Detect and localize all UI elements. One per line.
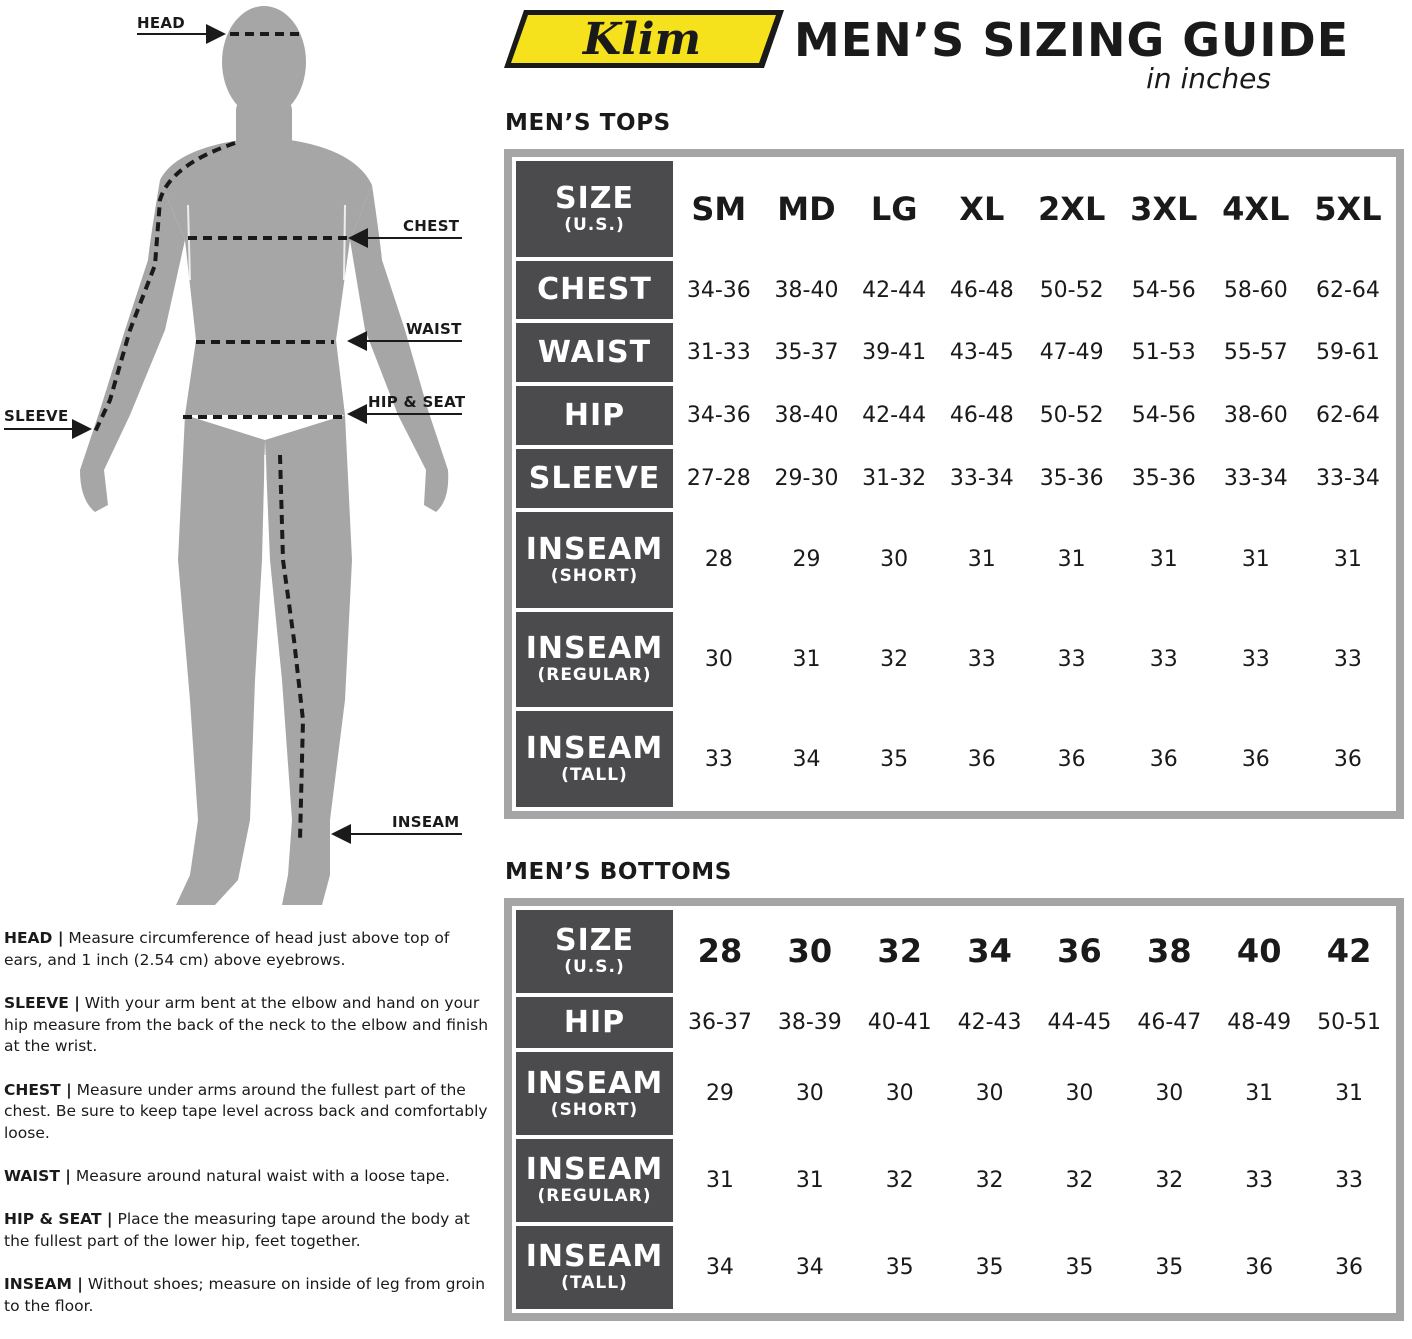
table-row xyxy=(516,612,1392,708)
page-title: MEN’S SIZING GUIDE xyxy=(794,13,1350,67)
table-cell: 30 xyxy=(677,612,761,708)
row-header-main: WAIST xyxy=(537,334,652,370)
row-header-sub: (TALL) xyxy=(561,1273,628,1294)
instruction-chest xyxy=(4,1080,490,1145)
table-cell: 36 xyxy=(940,711,1024,807)
size-header: 32 xyxy=(857,910,943,993)
size-header: 5XL xyxy=(1304,161,1392,257)
table-cell: 55-57 xyxy=(1212,323,1300,382)
row-header-main: INSEAM xyxy=(525,631,664,667)
row-header-sub: (TALL) xyxy=(561,765,628,786)
row-header-sub: (SHORT) xyxy=(550,565,639,586)
table-cell: 38-39 xyxy=(767,997,853,1048)
table-cell: 30 xyxy=(767,1052,853,1135)
table-cell: 33-34 xyxy=(1212,449,1300,508)
label-hip-seat: HIP & SEAT xyxy=(368,393,466,411)
instruction-head xyxy=(4,928,490,971)
table-cell: 33-34 xyxy=(940,449,1024,508)
table-cell: 31 xyxy=(1212,512,1300,608)
instruction-text: Without shoes; measure on inside of leg from groin to the floor. xyxy=(4,1275,486,1315)
table-cell: 35-37 xyxy=(765,323,849,382)
size-header: LG xyxy=(852,161,936,257)
table-cell: 39-41 xyxy=(852,323,936,382)
table-cell: 46-48 xyxy=(940,386,1024,445)
table-cell: 31 xyxy=(765,612,849,708)
label-sleeve: SLEEVE xyxy=(4,407,69,425)
table-cell: 48-49 xyxy=(1216,997,1302,1048)
label-inseam: INSEAM xyxy=(392,813,460,831)
size-header: 28 xyxy=(677,910,763,993)
table-cell: 33 xyxy=(1212,612,1300,708)
row-header xyxy=(516,1139,673,1222)
row-header-sub: (REGULAR) xyxy=(537,665,652,686)
table-cell: 35 xyxy=(857,1226,943,1309)
row-header-main: HIP xyxy=(563,1004,626,1040)
row-header xyxy=(516,449,673,508)
row-header xyxy=(516,1226,673,1309)
table-cell: 31-32 xyxy=(852,449,936,508)
row-header xyxy=(516,261,673,320)
row-header xyxy=(516,910,673,993)
table-cell: 28 xyxy=(677,512,761,608)
bottoms-table xyxy=(512,906,1396,1313)
instruction-term: INSEAM | xyxy=(4,1275,83,1294)
table-cell: 33-34 xyxy=(1304,449,1392,508)
body-silhouette xyxy=(0,0,490,920)
label-head: HEAD xyxy=(137,14,186,32)
row-header-main: INSEAM xyxy=(525,531,664,567)
size-header: SM xyxy=(677,161,761,257)
table-cell: 30 xyxy=(947,1052,1033,1135)
table-cell: 42-43 xyxy=(947,997,1033,1048)
measurement-figure xyxy=(0,0,490,920)
table-cell: 36 xyxy=(1028,711,1116,807)
row-header-main: INSEAM xyxy=(525,1152,664,1188)
size-header: 42 xyxy=(1306,910,1392,993)
row-header-main: INSEAM xyxy=(525,1239,664,1275)
table-cell: 29 xyxy=(765,512,849,608)
table-cell: 29 xyxy=(677,1052,763,1135)
row-header xyxy=(516,161,673,257)
instruction-term: HIP & SEAT | xyxy=(4,1210,113,1229)
table-row xyxy=(516,1139,1392,1222)
table-row xyxy=(516,512,1392,608)
row-header-main: INSEAM xyxy=(525,1065,664,1101)
row-header-sub: (SHORT) xyxy=(550,1099,639,1120)
logo-text: Klim xyxy=(582,14,702,65)
table-cell: 32 xyxy=(947,1139,1033,1222)
row-header xyxy=(516,512,673,608)
table-cell: 34-36 xyxy=(677,261,761,320)
table-cell: 58-60 xyxy=(1212,261,1300,320)
table-cell: 32 xyxy=(852,612,936,708)
table-cell: 44-45 xyxy=(1037,997,1123,1048)
table-cell: 27-28 xyxy=(677,449,761,508)
row-header xyxy=(516,711,673,807)
table-row xyxy=(516,449,1392,508)
tops-title: MEN’S TOPS xyxy=(505,110,671,136)
bottoms-title: MEN’S BOTTOMS xyxy=(505,859,732,885)
label-chest: CHEST xyxy=(403,217,460,235)
table-cell: 35 xyxy=(852,711,936,807)
table-cell: 33 xyxy=(1306,1139,1392,1222)
table-cell: 36-37 xyxy=(677,997,763,1048)
table-cell: 50-51 xyxy=(1306,997,1392,1048)
table-cell: 31 xyxy=(1120,512,1208,608)
row-header xyxy=(516,323,673,382)
table-cell: 47-49 xyxy=(1028,323,1116,382)
table-cell: 36 xyxy=(1304,711,1392,807)
table-cell: 31 xyxy=(1306,1052,1392,1135)
row-header-main: CHEST xyxy=(537,272,652,308)
row-header xyxy=(516,997,673,1048)
size-header: 34 xyxy=(947,910,1033,993)
table-cell: 36 xyxy=(1216,1226,1302,1309)
table-cell: 31-33 xyxy=(677,323,761,382)
row-header-sub: (REGULAR) xyxy=(537,1186,652,1207)
instruction-term: WAIST | xyxy=(4,1167,71,1186)
instruction-inseam xyxy=(4,1274,490,1317)
table-cell: 31 xyxy=(677,1139,763,1222)
table-row xyxy=(516,386,1392,445)
table-cell: 31 xyxy=(1304,512,1392,608)
measurement-instructions xyxy=(4,928,490,1339)
table-cell: 62-64 xyxy=(1304,386,1392,445)
table-cell: 31 xyxy=(940,512,1024,608)
size-header: 2XL xyxy=(1028,161,1116,257)
instruction-hip-seat xyxy=(4,1209,490,1252)
size-header: 40 xyxy=(1216,910,1302,993)
table-row xyxy=(516,261,1392,320)
table-cell: 42-44 xyxy=(852,261,936,320)
row-header xyxy=(516,612,673,708)
table-cell: 36 xyxy=(1212,711,1300,807)
instruction-waist xyxy=(4,1166,490,1188)
table-row xyxy=(516,711,1392,807)
size-header: 3XL xyxy=(1120,161,1208,257)
instruction-text: Measure circumference of head just above top of ears, and 1 inch (2.54 cm) above eyebrows. xyxy=(4,929,450,969)
table-cell: 46-48 xyxy=(940,261,1024,320)
instruction-text: Measure under arms around the fullest part of the chest. Be sure to keep tape level across back and comfortably loose. xyxy=(4,1080,488,1142)
row-header xyxy=(516,1052,673,1135)
table-cell: 34 xyxy=(677,1226,763,1309)
table-cell: 33 xyxy=(1304,612,1392,708)
row-header-main: SLEEVE xyxy=(528,460,661,496)
table-cell: 54-56 xyxy=(1120,386,1208,445)
size-header: 30 xyxy=(767,910,853,993)
table-cell: 34 xyxy=(765,711,849,807)
table-cell: 33 xyxy=(1028,612,1116,708)
table-cell: 38-60 xyxy=(1212,386,1300,445)
table-cell: 59-61 xyxy=(1304,323,1392,382)
instruction-text: Measure around natural waist with a loose tape. xyxy=(75,1167,450,1186)
table-row xyxy=(516,997,1392,1048)
table-cell: 35 xyxy=(1037,1226,1123,1309)
table-cell: 30 xyxy=(852,512,936,608)
table-cell: 38-40 xyxy=(765,386,849,445)
table-cell: 50-52 xyxy=(1028,261,1116,320)
instruction-sleeve xyxy=(4,993,490,1058)
instruction-term: SLEEVE | xyxy=(4,993,80,1012)
row-header-main: SIZE xyxy=(554,923,634,959)
table-cell: 38-40 xyxy=(765,261,849,320)
row-header-main: HIP xyxy=(563,397,626,433)
size-header: 4XL xyxy=(1212,161,1300,257)
table-row xyxy=(516,323,1392,382)
table-cell: 54-56 xyxy=(1120,261,1208,320)
table-cell: 46-47 xyxy=(1126,997,1212,1048)
row-header-main: SIZE xyxy=(554,180,634,216)
table-cell: 32 xyxy=(857,1139,943,1222)
table-cell: 30 xyxy=(857,1052,943,1135)
table-cell: 32 xyxy=(1126,1139,1212,1222)
table-cell: 50-52 xyxy=(1028,386,1116,445)
row-header-sub: (U.S.) xyxy=(564,957,625,978)
table-cell: 35-36 xyxy=(1120,449,1208,508)
table-cell: 32 xyxy=(1037,1139,1123,1222)
table-cell: 36 xyxy=(1306,1226,1392,1309)
instruction-text: Place the measuring tape around the body at the fullest part of the lower hip, feet together. xyxy=(4,1210,470,1251)
table-cell: 34-36 xyxy=(677,386,761,445)
table-cell: 42-44 xyxy=(852,386,936,445)
page-subtitle: in inches xyxy=(1146,62,1271,95)
tops-table xyxy=(512,157,1396,811)
bottoms-table-frame xyxy=(504,898,1404,1321)
table-cell: 33 xyxy=(1216,1139,1302,1222)
size-header: MD xyxy=(765,161,849,257)
table-cell: 33 xyxy=(677,711,761,807)
instruction-term: CHEST | xyxy=(4,1080,72,1099)
table-cell: 34 xyxy=(767,1226,853,1309)
table-cell: 62-64 xyxy=(1304,261,1392,320)
table-row xyxy=(516,1226,1392,1309)
instruction-term: HEAD | xyxy=(4,929,64,947)
instruction-text: With your arm bent at the elbow and hand on your hip measure from the back of the neck to the elbow and finish at the wrist. xyxy=(4,993,489,1056)
table-cell: 35 xyxy=(947,1226,1033,1309)
table-cell: 35 xyxy=(1126,1226,1212,1309)
table-cell: 33 xyxy=(940,612,1024,708)
row-header xyxy=(516,386,673,445)
table-row xyxy=(516,161,1392,257)
row-header-sub: (U.S.) xyxy=(564,214,625,235)
row-header-main: INSEAM xyxy=(525,731,664,767)
table-row xyxy=(516,910,1392,993)
table-cell: 43-45 xyxy=(940,323,1024,382)
table-cell: 31 xyxy=(1028,512,1116,608)
table-cell: 33 xyxy=(1120,612,1208,708)
klim-logo xyxy=(502,6,786,72)
table-cell: 40-41 xyxy=(857,997,943,1048)
table-cell: 29-30 xyxy=(765,449,849,508)
table-cell: 31 xyxy=(1216,1052,1302,1135)
table-cell: 30 xyxy=(1126,1052,1212,1135)
table-cell: 31 xyxy=(767,1139,853,1222)
table-cell: 36 xyxy=(1120,711,1208,807)
size-header: 38 xyxy=(1126,910,1212,993)
table-cell: 35-36 xyxy=(1028,449,1116,508)
table-cell: 51-53 xyxy=(1120,323,1208,382)
table-cell: 30 xyxy=(1037,1052,1123,1135)
label-waist: WAIST xyxy=(406,320,462,338)
table-row xyxy=(516,1052,1392,1135)
size-header: XL xyxy=(940,161,1024,257)
tops-table-frame xyxy=(504,149,1404,819)
size-header: 36 xyxy=(1037,910,1123,993)
